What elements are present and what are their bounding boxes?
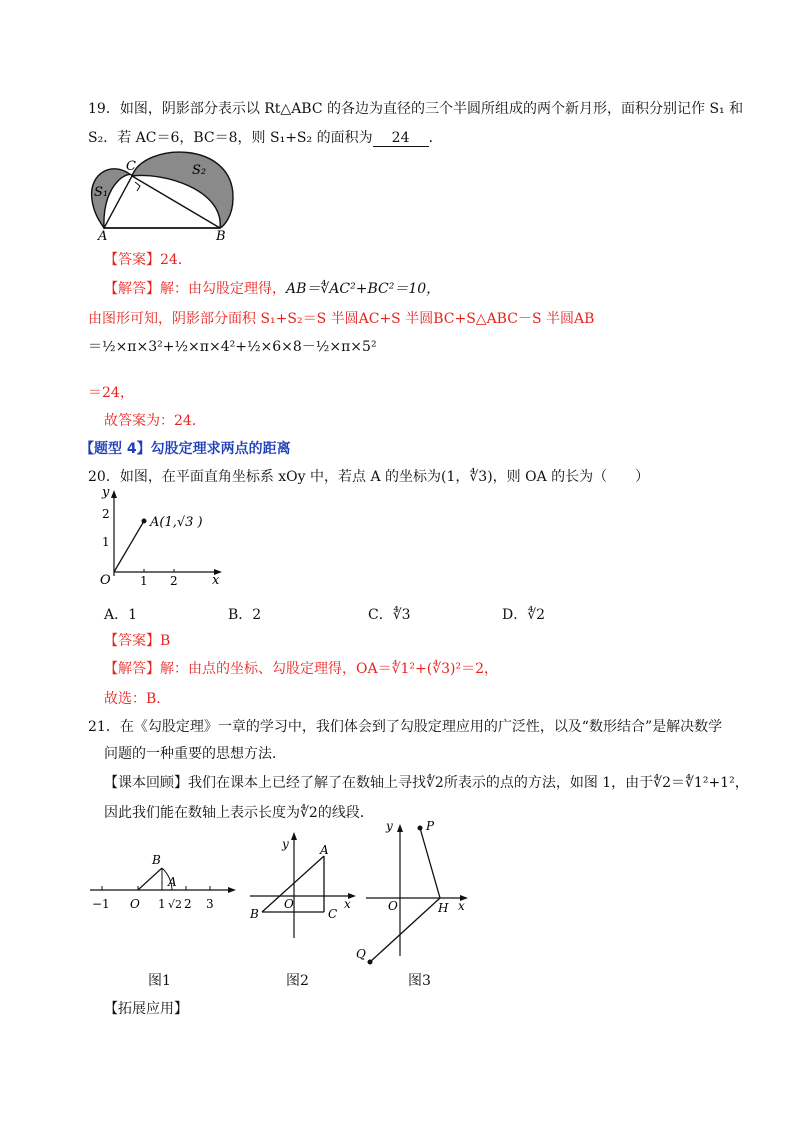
q21-line1: 21．在《勾股定理》一章的学习中，我们体会到了勾股定理应用的广泛性，以及“数形结合”是解决数学	[88, 719, 723, 735]
q20-option-b: B．2	[228, 607, 262, 623]
q20-coordinate-figure	[90, 486, 230, 586]
q20-label-origin: O	[100, 573, 111, 586]
q20-option-d: D．∜2	[502, 607, 546, 623]
q20-label-y: y	[102, 486, 110, 500]
fig2-label-x: x	[344, 897, 351, 911]
q21-figure3	[354, 816, 474, 966]
q19-answer-blank: 24	[373, 130, 429, 147]
fig3-label-p: P	[426, 819, 435, 833]
q20-option-a: A．1	[104, 607, 138, 623]
q19-formula-text: ＝½×π×3²+½×π×4²+½×6×8－½×π×5²	[88, 339, 377, 355]
q19-stem-line1: 19．如图，阴影部分表示以 Rt△ABC 的各边为直径的三个半圆所组成的两个新月形，面积分别记作 S₁ 和	[88, 101, 744, 117]
q20-final: 故选：B．	[104, 691, 171, 707]
q21-figure1-numberline	[88, 848, 238, 924]
fig1-tick-root2: √2	[168, 898, 183, 911]
fig3-label-q: Q	[356, 947, 366, 961]
q20-tick-1: 1	[140, 574, 148, 586]
q19-label-s2: S₂	[192, 163, 207, 178]
fig1-tick-o: O	[130, 897, 140, 911]
fig1-tick-2: 2	[184, 897, 192, 911]
fig3-label-o: O	[388, 899, 398, 913]
q19-solution-line2: 由图形可知，阴影部分面积 S₁+S₂＝S 半圆AC+S 半圆BC+S△ABC－S 半圆AB	[88, 311, 595, 327]
q20-tick-2: 2	[170, 574, 178, 586]
fig3-label-h: H	[438, 901, 449, 915]
q19-solution-line1	[104, 278, 440, 298]
q20-option-c: C．∜3	[368, 607, 411, 623]
fig2-label-a: A	[320, 843, 329, 857]
q19-formula	[88, 336, 377, 356]
q21-line4: 因此我们能在数轴上表示长度为∜2的线段．	[104, 805, 374, 821]
fig2-label-y: y	[282, 837, 289, 851]
q19-result: ＝24，	[88, 385, 134, 401]
q21-line2: 问题的一种重要的思想方法．	[104, 746, 286, 762]
q20-label-a: A(1,√3 )	[150, 515, 203, 530]
topic-heading: 【题型 4】勾股定理求两点的距离	[80, 441, 291, 457]
q19-solution-ab: AB＝∜AC²+BC²＝10，	[286, 281, 441, 297]
q20-stem: 20．如图，在平面直角坐标系 xOy 中，若点 A 的坐标为(1，∜3)，则 OA 的长为（ ）	[88, 469, 650, 485]
fig1-tick-3: 3	[206, 897, 214, 911]
q19-stem-line2-pre: S₂．若 AC＝6，BC＝8，则 S₁+S₂ 的面积为	[88, 130, 373, 146]
q19-lune-figure	[84, 150, 244, 242]
q20-label-x: x	[212, 573, 220, 586]
q21-section-heading: 【拓展应用】	[104, 1001, 188, 1017]
fig1-tick-m1: −1	[92, 897, 110, 911]
fig1-label-b: B	[152, 853, 161, 867]
q20-ytick-1: 1	[102, 535, 110, 549]
q19-stem-line2	[88, 127, 443, 147]
fig1-tick-1: 1	[158, 897, 166, 911]
fig2-label-b: B	[250, 907, 259, 921]
fig3-label-x: x	[458, 899, 465, 913]
fig3-caption: 图3	[408, 973, 431, 989]
q19-label-b: B	[216, 229, 226, 242]
q21-line3: 【课本回顾】我们在课本上已经了解了在数轴上寻找∜2所表示的点的方法，如图 1，由于∜2＝∜1²+1²，	[104, 775, 749, 791]
q19-final: 故答案为：24．	[104, 413, 206, 429]
q19-solution-head: 【解答】解：由勾股定理得，	[104, 281, 286, 297]
fig3-label-y: y	[386, 819, 393, 833]
fig2-caption: 图2	[286, 973, 309, 989]
q20-ytick-2: 2	[102, 507, 110, 521]
q20-answer: 【答案】B	[104, 633, 171, 649]
q19-label-s1: S₁	[94, 185, 109, 200]
q19-label-c: C	[126, 159, 136, 174]
q19-label-a: A	[98, 229, 108, 242]
fig1-label-a: A	[168, 875, 177, 889]
q19-stem-line2-post: ．	[428, 130, 443, 146]
fig1-caption: 图1	[148, 973, 171, 989]
fig2-label-o: O	[284, 897, 294, 911]
fig2-label-c: C	[328, 907, 338, 921]
q19-answer: 【答案】24．	[104, 252, 192, 268]
q20-solution: 【解答】解：由点的坐标、勾股定理得，OA＝∜1²+(∜3)²＝2，	[104, 661, 499, 677]
q21-figure2	[246, 826, 364, 944]
